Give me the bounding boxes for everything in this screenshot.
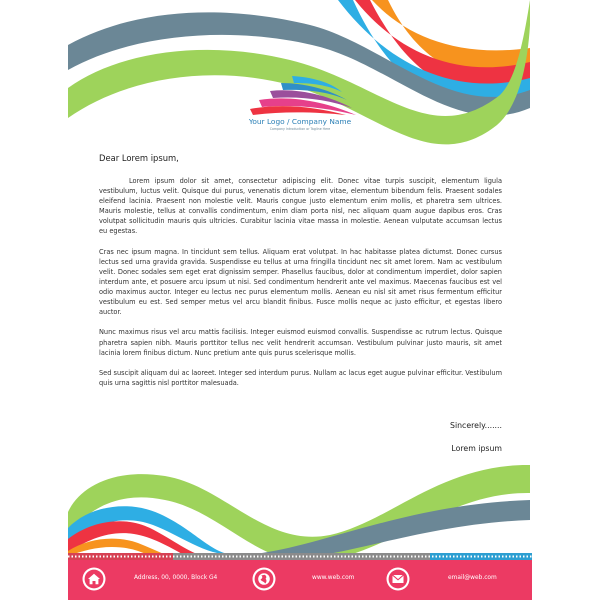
letter-paragraph-2: Cras nec ipsum magna. In tincidunt sem tellus. Aliquam erat volutpat. In hac habitasse platea dictumst. Donec cursus lectus sed urna gravida gravida. Suspendisse eu tellus at urna fringilla tincidunt nec sit amet lorem. Nam ac vestibulum velit. Donec sodales sem eget erat dignissim semper. Phasellus faucibus, dolor at condimentum imperdiet, dolor sapien interdum ante, et posuere arcu ipsum ut nisi. Sed condimentum hendrerit ante vel maximus. Maecenas faucibus est vel odio maximus auctor. Integer eu lectus nec purus elementum mollis. Aenean eu nisl sit amet risus fermentum efficitur vestibulum eu est. Sed semper metus vel arcu blandit finibus. Fusce mollis neque ac justo efficitur, et egestas libero auctor.	[99, 247, 502, 317]
letter-paragraph-4: Sed suscipit aliquam dui ac laoreet. Integer sed interdum purus. Nullam ac lacus eget augue pulvinar efficitur. Vestibulum quis urna sagittis nisl porttitor malesuada.	[99, 368, 503, 387]
letter-closing: Sincerely.......	[450, 421, 502, 430]
letter-paragraph-3: Nunc maximus risus vel arcu mattis facilisis. Integer euismod euismod convallis. Suspendisse ac rutrum lectus. Quisque pharetra sapien nibh. Mauris porttitor tellus nec velit hendrerit accumsan. Vestibulum pulvinar justo mauris, sit amet lacinia lorem finibus dictum. Nunc pretium ante quis purus scelerisque mollis.	[99, 328, 502, 357]
home-icon	[82, 567, 106, 591]
footer-address: Address, 00, 0000, Block G4	[134, 575, 218, 581]
letter-signature: Lorem ipsum	[451, 444, 502, 453]
letter-paragraph-1: Lorem ipsum dolor sit amet, consectetur adipiscing elit. Donec vitae turpis suscipit, elementum ligula vestibulum, luctus velit. Quisque dui purus, venenatis dictum lorem vitae, elementum bibendum felis. Praesent sodales eleifend lacinia. Praesent non molestie velit. Mauris congue justo elementum enim mollis, et pharetra sem ultrices. Mauris molestie, tellus at convallis condimentum, enim diam porta nisl, nec aliquam quam augue dapibus eros. Cras volutpat sollicitudin mauris quis ultricies. Curabitur lacinia vitae massa in molestie. Aenean vulputate accumsan lectus eu egestas.	[99, 177, 502, 236]
company-logo	[230, 68, 370, 138]
letter-greeting: Dear Lorem ipsum,	[99, 153, 179, 163]
footer-email[interactable]: email@web.com	[448, 575, 497, 581]
envelope-icon	[386, 567, 410, 591]
footer-bar	[68, 560, 532, 600]
globe-icon	[252, 567, 276, 591]
footer-website[interactable]: www.web.com	[312, 575, 355, 581]
company-name: Your Logo / Company Name	[248, 117, 352, 126]
company-tagline: Company Introduction or Tagline Here	[269, 127, 331, 131]
rainbow-logo-icon	[244, 68, 356, 116]
letter-body	[99, 176, 502, 388]
